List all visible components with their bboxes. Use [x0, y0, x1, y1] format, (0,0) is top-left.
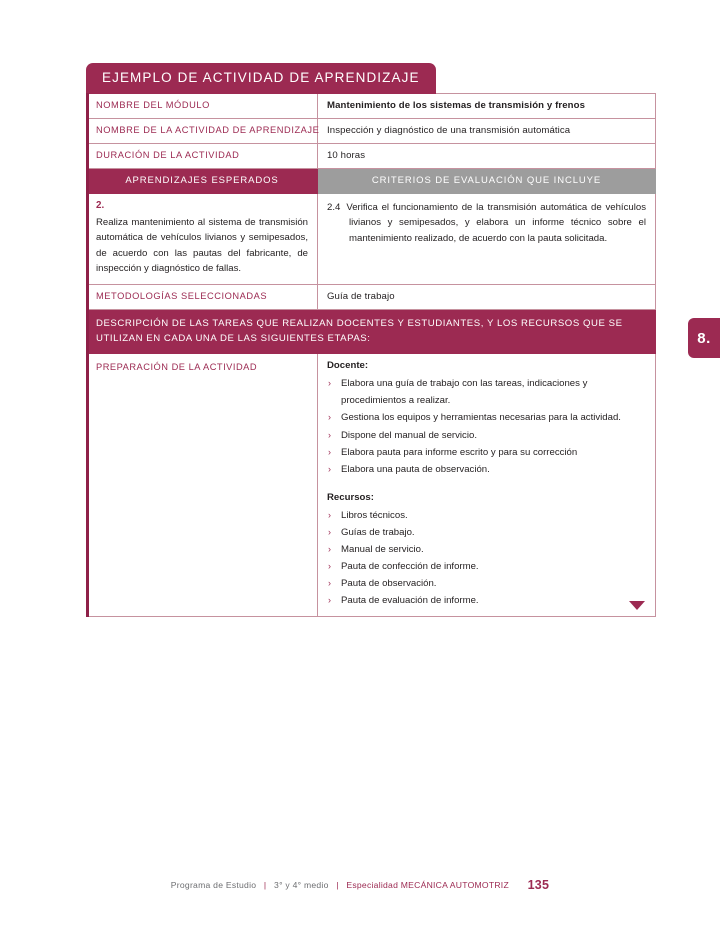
- list-item-text: Gestiona los equipos y herramientas necesarias para la actividad.: [341, 412, 621, 424]
- footer-page-number: 135: [527, 878, 550, 892]
- chevron-right-icon: ›: [328, 412, 331, 423]
- chevron-right-icon: ›: [328, 560, 331, 571]
- group-title-docente: Docente:: [327, 360, 369, 372]
- list-item: [327, 444, 646, 461]
- description-banner-text: DESCRIPCIÓN DE LAS TAREAS QUE REALIZAN DOCENTES Y ESTUDIANTES, Y LOS RECURSOS QUE SE UTILIZAN EN CADA UNA DE LAS SIGUIENTES ETAPAS:: [87, 309, 656, 354]
- row-label-duracion: DURACIÓN DE LA ACTIVIDAD: [87, 143, 318, 168]
- chapter-tab-label: 8.: [697, 329, 711, 347]
- stage-label: PREPARACIÓN DE LA ACTIVIDAD: [87, 354, 318, 617]
- activity-block: [86, 63, 656, 617]
- row-value-modulo: Mantenimiento de los sistemas de transmisión y frenos: [318, 93, 656, 118]
- chevron-right-icon: ›: [328, 429, 331, 440]
- recursos-list: [327, 507, 646, 609]
- stage-row: [87, 354, 656, 617]
- list-item-text: Dispone del manual de servicio.: [341, 429, 477, 441]
- chevron-right-icon: ›: [328, 543, 331, 554]
- list-item-text: Elabora una pauta de observación.: [341, 463, 490, 475]
- footer-separator: |: [263, 880, 267, 890]
- list-item-text: Guías de trabajo.: [341, 526, 415, 538]
- criterio-item: [327, 200, 646, 247]
- activity-table: [86, 93, 656, 618]
- chapter-tab: [688, 318, 720, 358]
- activity-table-wrap: [86, 93, 656, 618]
- criterios-cell: [318, 193, 656, 284]
- table-row: [87, 118, 656, 143]
- list-item-text: Elabora pauta para informe escrito y para su corrección: [341, 446, 578, 458]
- list-item: [327, 507, 646, 524]
- list-item: [327, 427, 646, 444]
- row-label-metodologias: METODOLOGÍAS SELECCIONADAS: [87, 284, 318, 309]
- list-item-text: Pauta de evaluación de informe.: [341, 595, 479, 606]
- table-row: [87, 93, 656, 118]
- chevron-right-icon: ›: [328, 577, 331, 588]
- table-row: [87, 193, 656, 284]
- list-item: [327, 575, 646, 592]
- list-item: [327, 524, 646, 541]
- chevron-right-icon: ›: [328, 446, 331, 457]
- row-value-duracion: 10 horas: [318, 143, 656, 168]
- docente-task-list: [327, 375, 646, 477]
- list-item-text: Elabora una guía de trabajo con las tareas, indicaciones y procedimientos a realizar.: [341, 378, 588, 407]
- list-item: [327, 558, 646, 575]
- continuation-arrow-icon: [629, 601, 645, 610]
- row-label-actividad: NOMBRE DE LA ACTIVIDAD DE APRENDIZAJE: [87, 118, 318, 143]
- chevron-right-icon: ›: [328, 509, 331, 520]
- header-aprendizajes-esperados: APRENDIZAJES ESPERADOS: [87, 168, 318, 193]
- list-item: [327, 461, 646, 478]
- list-item: [327, 592, 646, 609]
- activity-banner-title: EJEMPLO DE ACTIVIDAD DE APRENDIZAJE: [102, 70, 420, 85]
- row-value-actividad: Inspección y diagnóstico de una transmisión automática: [318, 118, 656, 143]
- chevron-right-icon: ›: [328, 526, 331, 537]
- footer-specialty: Especialidad MECÁNICA AUTOMOTRIZ: [346, 880, 509, 890]
- row-value-metodologias: Guía de trabajo: [318, 284, 656, 309]
- list-item: [327, 375, 646, 409]
- aprendizaje-cell: [87, 193, 318, 284]
- stage-body: [318, 354, 656, 617]
- criterio-number: 2.4: [327, 201, 341, 213]
- description-banner-row: [87, 309, 656, 354]
- chevron-right-icon: ›: [328, 463, 331, 474]
- footer-program: Programa de Estudio: [170, 880, 257, 890]
- row-label-modulo: NOMBRE DEL MÓDULO: [87, 93, 318, 118]
- list-item-text: Libros técnicos.: [341, 509, 408, 521]
- table-left-accent: [86, 93, 89, 618]
- aprendizaje-text: Realiza mantenimiento al sistema de transmisión automática de vehículos livianos y semipesados, de acuerdo con las pautas del fabricante, de inspección y diagnóstico de fallas.: [96, 216, 308, 275]
- chevron-right-icon: ›: [328, 595, 331, 605]
- table-row: [87, 143, 656, 168]
- header-criterios-evaluacion: CRITERIOS DE EVALUACIÓN QUE INCLUYE: [318, 168, 656, 193]
- activity-banner: [86, 63, 436, 94]
- list-item: [327, 541, 646, 558]
- criterio-text: Verifica el funcionamiento de la transmisión automática de vehículos livianos y semipesados, y elabora un informe técnico sobre el mantenimiento realizado, de acuerdo con la pauta solicitada.: [346, 201, 646, 244]
- list-item: [327, 409, 646, 426]
- footer-level: 3° y 4° medio: [274, 880, 329, 890]
- table-row: [87, 284, 656, 309]
- group-title-recursos: Recursos:: [327, 491, 374, 503]
- footer-separator: |: [336, 880, 339, 890]
- list-item-text: Pauta de confección de informe.: [341, 560, 479, 572]
- list-item-text: Manual de servicio.: [341, 543, 424, 555]
- table-header-row: [87, 168, 656, 193]
- list-item-text: Pauta de observación.: [341, 577, 437, 589]
- aprendizaje-number: 2.: [96, 199, 105, 211]
- chevron-right-icon: ›: [328, 378, 331, 389]
- page-footer: [0, 878, 720, 892]
